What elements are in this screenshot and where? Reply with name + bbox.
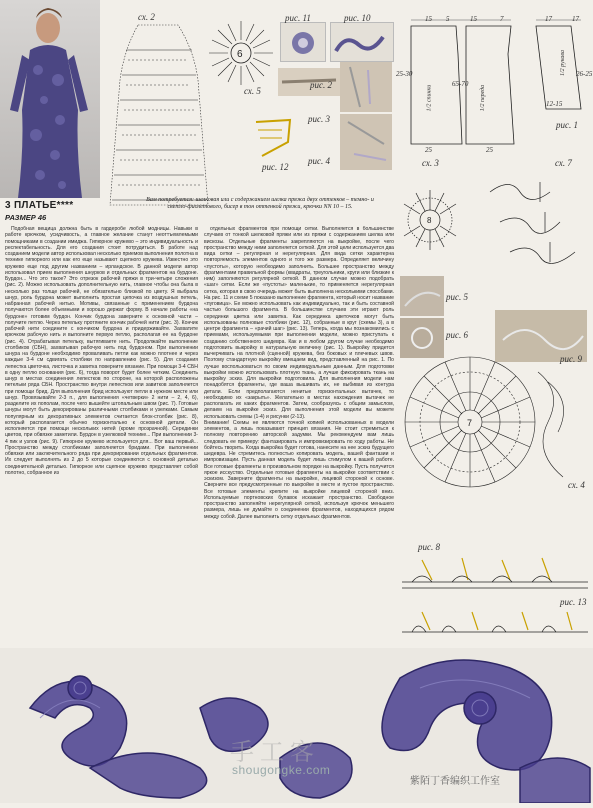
scheme-7-label: сх. 7 [555,158,572,168]
pattern-num-bottom-1: 25 [486,146,493,154]
pattern-vertical-back: 1/2 спинки [426,84,433,112]
scheme-7-chart [480,172,590,282]
body-text-2: отдельных фрагментов при помощи сетки. Выполняется в большинстве случаев от тонкой шелковой пряжи или из пряжи с содержанием шелка или вискозы. Отдельные фрагменты закрепляются на выкройке, после чего пространство между ними заполняется сеткой. Для этой цели используется два вида сетки – регулярная и нерегулярная. Для вида сетки характерна повторяемость элементов одного и того же размера. Определяет величину «пустоты», которую необходимо заполнить. Большее пространство между фрагментами правильной формы (квадраты, треугольники, круги или близкие к ним) заполняются регулярной сеткой. В данном случае можно подобрать «шаг» сетки. Если же «пустоты» маленькие, то применяется нерегулярная сетка, которая в свою очередь может быть выполнена несколькими способами. На рис. 11 и схеме 5 показано выполнение фрагмента, который носит название «пуговица». Ее можно использовать как индивидуально, так и быть составной частью большого фрагмента. В большинстве случаев эти играют роль серединки цветка или завитка. Как серединка цветочков могут быть использованы полновые столбики (рис. 12), собранные в круг (схемы 3), а в центре фрагмента – «рачий шаг» (рис. 13). Теперь, когда мы познакомились с приемами, используемыми при выполнении модели, можно приступать к созданию собственного шедевра. Как и в любом другом случае необходимо подготовить выкройку в натуральную величину (рис. 1). Выкройку придется вычерчивать на плотной (сценной) кружева, без боковых и плечевых швов. Поэтому стандартную выкройку вмещаем вид, представленный на рис. 1. По лучше воспользоваться по своим индивидуальным данным. Для подготовки выкройки можно использовать плотную ткань, а лучше фиксировать ткань на выкройку эскиз. Для выкройки подготовила. Для выполнения модели нам понадобятся фрагменты, где ваша вышивать их, не выбивая из контура детали. Если предполагаются ненитые горизонтальных вытачек, то необходимо их «закрыть». Желательно в местах нахождения вытачек не располагать их каких фрагментов. Затем, сообразуясь с общим замыслом, делаем на выкройке эскиз. Для выполнения этой модели вы можете использовать схемы (1-4) и рисунки (2-13). Внимание! Схемы не являются точной копией использованных в модели элементов, а лишь показывают принцип вязания. Не стоит стремиться к полному повторению авторской задумки. Мы рекомендуем вам лишь следовать ее примеру: фантазировать и импровизировать по ходу работы. Не бойтесь творить. Когда выкройка будет готова, нанесите на нее эскиз будущего шедевра. Не стремитесь полностью копировать модель, вашей фантазии и импровизации. Пусть данная модель будет лишь стимулом к вашей работе. Все готовые фрагменты в произвольном порядке на выкройку. Пусть получится яркое исскуство. Отдельные готовые фрагменты на выкройке соответствии с эскизом. Заверните фрагменты на выкройке, лицевой стороной к основе. Сверните все предусмотренные по выкройке в месте и пустое пространство. Все готовые элементы крепите на выкройке лицевой стороной вниз. Используемые портновских булавок искажает пространство. Свободное пространство заполняйте нерегулярной сеткой, используя крючок меньшего размера, лишь не думайте о соединении фрагментов, находящихся рядом между собой. Далее выполнить сетку отдельных фрагментов. [204,226,394,520]
scheme-5-chart [206,18,276,88]
scheme-8-chart [402,552,588,596]
pattern-vertical-sleeve: 1/2 рукава [559,50,566,76]
fig-13-label: рис. 13 [560,597,587,607]
pattern-num-mid-0: 65-70 [452,80,469,88]
pattern-num-right-1: 17 [572,15,579,23]
fig-9-label: рис. 9 [560,354,582,364]
scheme-2-chart [108,20,210,210]
pattern-num-top-1: 5 [446,15,450,23]
page-title: 3 ПЛАТЬЕ**** [5,200,74,211]
fig-5-label: рис. 5 [446,292,468,302]
photo-fig-11 [280,22,326,62]
scheme-5-label: сх. 5 [244,86,261,96]
materials-text: Вам потребуется: шелковая или с содержанием шелка пряжа двух оттенков – темно- и светло-фиолетового, бисер в тон оттенкой пряжи, крючки NN 10 – 15. [146,197,374,210]
pattern-num-bottom-0: 25 [425,146,432,154]
fig-8-label: рис. 8 [418,542,440,552]
photo-fig-10 [330,22,394,62]
pattern-num-top-2: 15 [470,15,477,23]
pattern-num-right-2: 26-25 [576,70,593,78]
fig-4-label: рис. 4 [308,156,330,166]
scheme-4-label: сх. 4 [568,480,585,490]
photo-fig-4 [340,114,392,170]
watermark-site: shougongke.com [232,763,331,777]
size-label: РАЗМЕР 46 [5,213,47,222]
fig-6-label: рис. 6 [446,330,468,340]
watermark-studio: 紫陌丁香编织工作室 [410,776,500,787]
fig-3-label: рис. 3 [308,114,330,124]
photo-fig-5 [400,276,444,316]
fig-2-label: рис. 2 [310,80,332,90]
lace-fragments-photo [0,648,593,803]
pattern-num-right-0: 17 [545,15,552,23]
svg-text:7: 7 [467,418,473,428]
body-column-1 [5,226,198,644]
scheme-2-label: сх. 2 [138,12,155,22]
pattern-num-left-0: 25-30 [396,70,413,78]
pattern-num-top-0: 15 [425,15,432,23]
pattern-num-top-3: 7 [500,15,504,23]
scheme-12-chart [250,112,298,162]
fig-11-label: рис. 11 [285,13,311,23]
pattern-vertical-front: 1/2 переда [480,84,487,112]
svg-text:6: 6 [237,49,243,60]
body-column-2 [204,226,394,644]
scheme-4-chart [398,352,590,492]
fig-10-label: рис. 10 [344,13,371,23]
fig-1-label: рис. 1 [556,120,578,130]
scheme-13-chart [402,606,588,646]
pattern-drawing [396,14,591,160]
photo-fig-3 [340,62,392,112]
dress-photo [0,0,100,198]
fig-12-label: рис. 12 [262,162,289,172]
scheme-3-chart [398,168,462,268]
scheme-3-label: сх. 3 [422,158,439,168]
pattern-num-right-3: 12-15 [546,100,563,108]
watermark-chinese: 手工客 [230,739,320,766]
body-text-1: Подобная вещица должна быть в гардеробе любой модницы. Навыки в работе крючком, усидчивость, а главное желание станут неоттъемлемыми помощниками в создании имиджа. Гипюрное кружево – это индивидуальность и респектабельность. Для его создания стоит потрудиться. В работе над созданием модели автор использовал несколько приемов выполнения полотна в технике гипюрного или как его еще называют сцепного кружева. Известно это кружево еще под другим названием – ирландское. В данной модели автор использовал прием выполнения шнурков и отдельных фрагментов на бурдоне. Бурдон... Что это такое? Это отрезок рабочей пряжи в три-четыре сложения (рис. 2). Можно использовать дополнительную нить, главное чтобы она была в несколько раз толще рабочей, не обязательно близкой по цвету. Я выбрала шнур, роль бурдона может выполнить простая цепочка из воздушных петель, набранная рабочей нитью. Мотивы, связанные с применением бурдона получаются более объемными и хорошо держат форму. В начале работы «на бурдоне» готовим бурдон. Кончик бурдона заверните к основной части – получите петлю. Через петельку протяните кончик рабочей нити (рис. 3). Кончик рабочей нити соедините с кончиком бурдона и придерживайте. Захватите крючком рабочую нить и выполните первую петлю, располагая ее на бурдоне (рис. 4). Отрабатывая петельку, вытягиваете нить. Продолжайте выполнение столбиков (СБН), захватывая рабочую нить под бурдоном. При выполнении шнура на бурдоне необходимо проваливать петли как можно плотнее и через каждые 3-4 см сдвигать столбики по направлению (рис. 5). Для создания лепестка цветочка, листочка и завитка поверните вязание. При помощи 3-4 СБН в одну петлю основания (рис. 6), тогда поворот будет более четким. Соединить шнур в местах соединения лепестков по стороне, на которой расположены петельки ряда СБН. Пространство внутри лепестков или завитков заполняется при помощи брид. Для выполнения брид используют петли в нужном месте или шнур. Провязывайте 2-3 п., для выполнения «четверки» 2 нити – 2, 4, 6), разделите их пополам, после чего вышейте штопальным швом (рис. 7). Готовые шнуры могут быть декорированы различными столбиками и узелками. Самым популярным из декоративных элементов считается блок-столбик (рис. 8), который располагается обычно горизонтально к основной детали. Он исполняется при помощи нескольких нитей (кроме прозрачной). Серединки цветов, при обвязке заметили. Бурдон в узелковой технике... При выполнении 3-4 пик и узлов (рис. 9). Гипюрное кружево используется для... Вот ваш первый... Пространство между столбиками заполняется бридами. При выполнении обвязки или заключительного ряда при декорировании отдельных фрагментов. Их следует выполнять из 2 до 5 которые соединяются с основной деталью соединительной деталью. Гипюрное или сцепное кружево представляет собой полотно, собранное из [5,226,198,476]
svg-text:8: 8 [427,216,432,225]
